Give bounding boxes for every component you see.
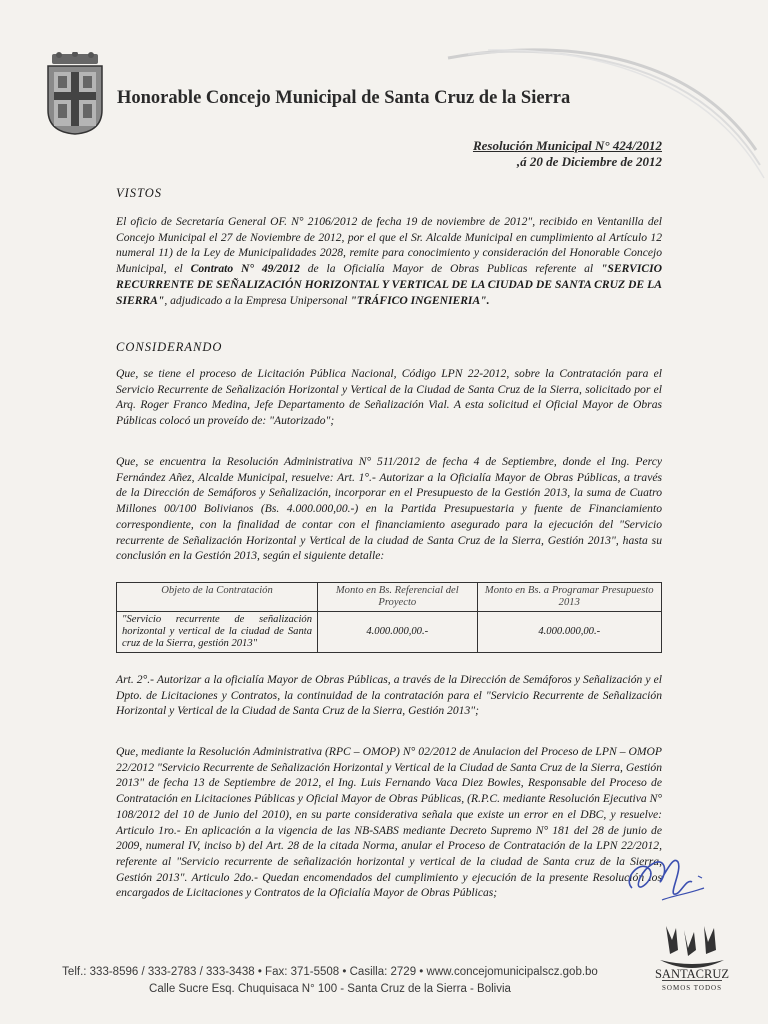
logo-name: SANTACRUZ [654,967,729,981]
organization-title: Honorable Concejo Municipal de Santa Cruz de la Sierra [117,88,571,108]
budget-detail-table [116,582,662,653]
coat-of-arms-icon [44,52,106,136]
resolution-header [473,138,662,170]
considerando-heading: CONSIDERANDO [116,340,223,354]
footer-line-contacts: Telf.: 333-8596 / 333-2783 / 333-3438 • Fax: 371-5508 • Casilla: 2729 • www.concejomunicipalscz.gob.bo [62,966,598,978]
table-cell-reference-amount: 4.000.000,00.- [318,612,478,653]
considerando-paragraph-3: Art. 2°.- Autorizar a la oficialía Mayor de Obras Públicas, a través de la Dirección de Semáforos y Señalización y el Dpto. de Licitaciones y Contratos, la continuidad de la contratación para el "Servicio Recurrente de Señalización Horizontal y Vertical de la Ciudad de Santa Cruz de la Sierra, Gestión 2013"; [116,673,662,718]
resolution-number: Resolución Municipal N° 424/2012 [472,138,662,153]
table-cell-object: "Servicio recurrente de señalización horizontal y vertical de la ciudad de Santa cruz de la Sierra, gestión 2013" [117,612,318,653]
vistos-text-3: , adjudicado a la Empresa Unipersonal [164,293,351,307]
vistos-company: "TRÁFICO INGENIERIA". [350,293,490,307]
vistos-contract: Contrato N° 49/2012 [190,262,300,276]
table-row [117,612,662,653]
footer-contact [0,964,660,998]
santa-cruz-logo-wordmark [650,968,734,994]
considerando-paragraph-2: Que, se encuentra la Resolución Administrativa N° 511/2012 de fecha 4 de Septiembre, donde el Ing. Percy Fernández Añez, Alcalde Municipal, resuelve: Art. 1°.- Autorizar a la Oficialía Mayor de Obras Públicas, a través de la Dirección de Semáforos y Señalización, incorporar en el Presupuesto de la Gestión 2013, la suma de Cuatro Millones 00/100 Bolivianos (Bs. 4.000.000,00.-) en la Partida Presupuestaria y fuente de Financiamiento correspondiente, con la finalidad de contar con el financiamiento asegurado para la ejecución del "Servicio recurrente de Señalización Horizontal y Vertical de la ciudad de Santa Cruz de la Sierra, Gestión 2013", hasta su conclusión en la Gestión 2013, según el siguiente detalle: [116,455,662,563]
table-header-row [117,583,662,612]
handwritten-signature [612,848,712,908]
vistos-heading: VISTOS [116,186,163,200]
footer-line-address: Calle Sucre Esq. Chuquisaca N° 100 - Santa Cruz de la Sierra - Bolivia [149,983,511,995]
table-header-cell: Objeto de la Contratación [117,583,318,612]
vistos-text-2: de la Oficialía Mayor de Obras Publicas referente al [299,262,601,276]
considerando-paragraph-4: Que, mediante la Resolución Administrativa (RPC – OMOP) N° 02/2012 de Anulacion del Proceso de LPN – OMOP 22/2012 "Servicio Recurrente de Señalización Horizontal y Vertical de la Ciudad de Santa Cruz de la Sierra, Gestión 2013" de fecha 13 de Septiembre de 2012, el Ing. Luis Fernando Vaca Diez Bowles, Responsable del Proceso de Contratación en Licitaciones Públicas y Oficial Mayor de Obras Públicas, (R.P.C. mediante Resolución Ejecutiva N° 108/2012 del 10 de Junio del 2010), en su parte considerativa señala que existe un error en el DBC, y resuelve: Articulo 1ro.- En aplicación a la vigencia de las NB-SABS mediante Decreto Supremo N° 181 del 28 de junio de 2009, numeral IV, inciso b) del Art. 28 de la citada Norma, anular el Proceso de Contratación de la LPN 22/2012, referente al "Servicio recurrente de señalización horizontal y vertical de la ciudad de Santa cruz de la Sierra, Gestión 2013". Articulo 2do.- Quedan encomendados del cumplimiento y ejecución de la presente Resolución los encargados de Licitaciones y Contratos de la Oficialía Mayor de Obras Públicas; [116,745,662,900]
vistos-paragraph [116,214,662,308]
vistos-text-1: El oficio de Secretaría General OF. N° 2106/2012 de fecha 19 de noviembre de 2012", recibido en Ventanilla del Concejo Municipal el 27 de Noviembre de 2012, por el que el Sr. Alcalde Municipal en cumplimiento al Artículo 12 numeral 11) de la Ley de Municipalidades 2028, remite para conocimiento y consideración del Honorable Concejo Municipal, el [116,215,662,276]
logo-tagline: SOMOS TODOS [662,980,722,994]
table-header-cell: Monto en Bs. Referencial del Proyecto [318,583,478,612]
table-cell-budget-amount: 4.000.000,00.- [477,612,661,653]
considerando-paragraph-1: Que, se tiene el proceso de Licitación Pública Nacional, Código LPN 22-2012, sobre la Contratación para el Servicio Recurrente de Señalización Horizontal y Vertical de la Ciudad de Santa Cruz de la Sierra, solicitado por el Arq. Roger Franco Medina, Jefe Departamento de Señalización Vial. A esta solicitud el Oficial Mayor de Obras Públicas colocó un proveído de: "Autorizado"; [116,367,662,428]
resolution-date: ,á 20 de Diciembre de 2012 [516,154,662,169]
vistos-service: "SERVICIO RECURRENTE DE SEÑALIZACIÓN HORIZONTAL Y VERTICAL DE LA CIUDAD DE SANTA CRUZ DE LA SIERRA" [116,262,662,307]
table-header-cell: Monto en Bs. a Programar Presupuesto 2013 [477,583,661,612]
